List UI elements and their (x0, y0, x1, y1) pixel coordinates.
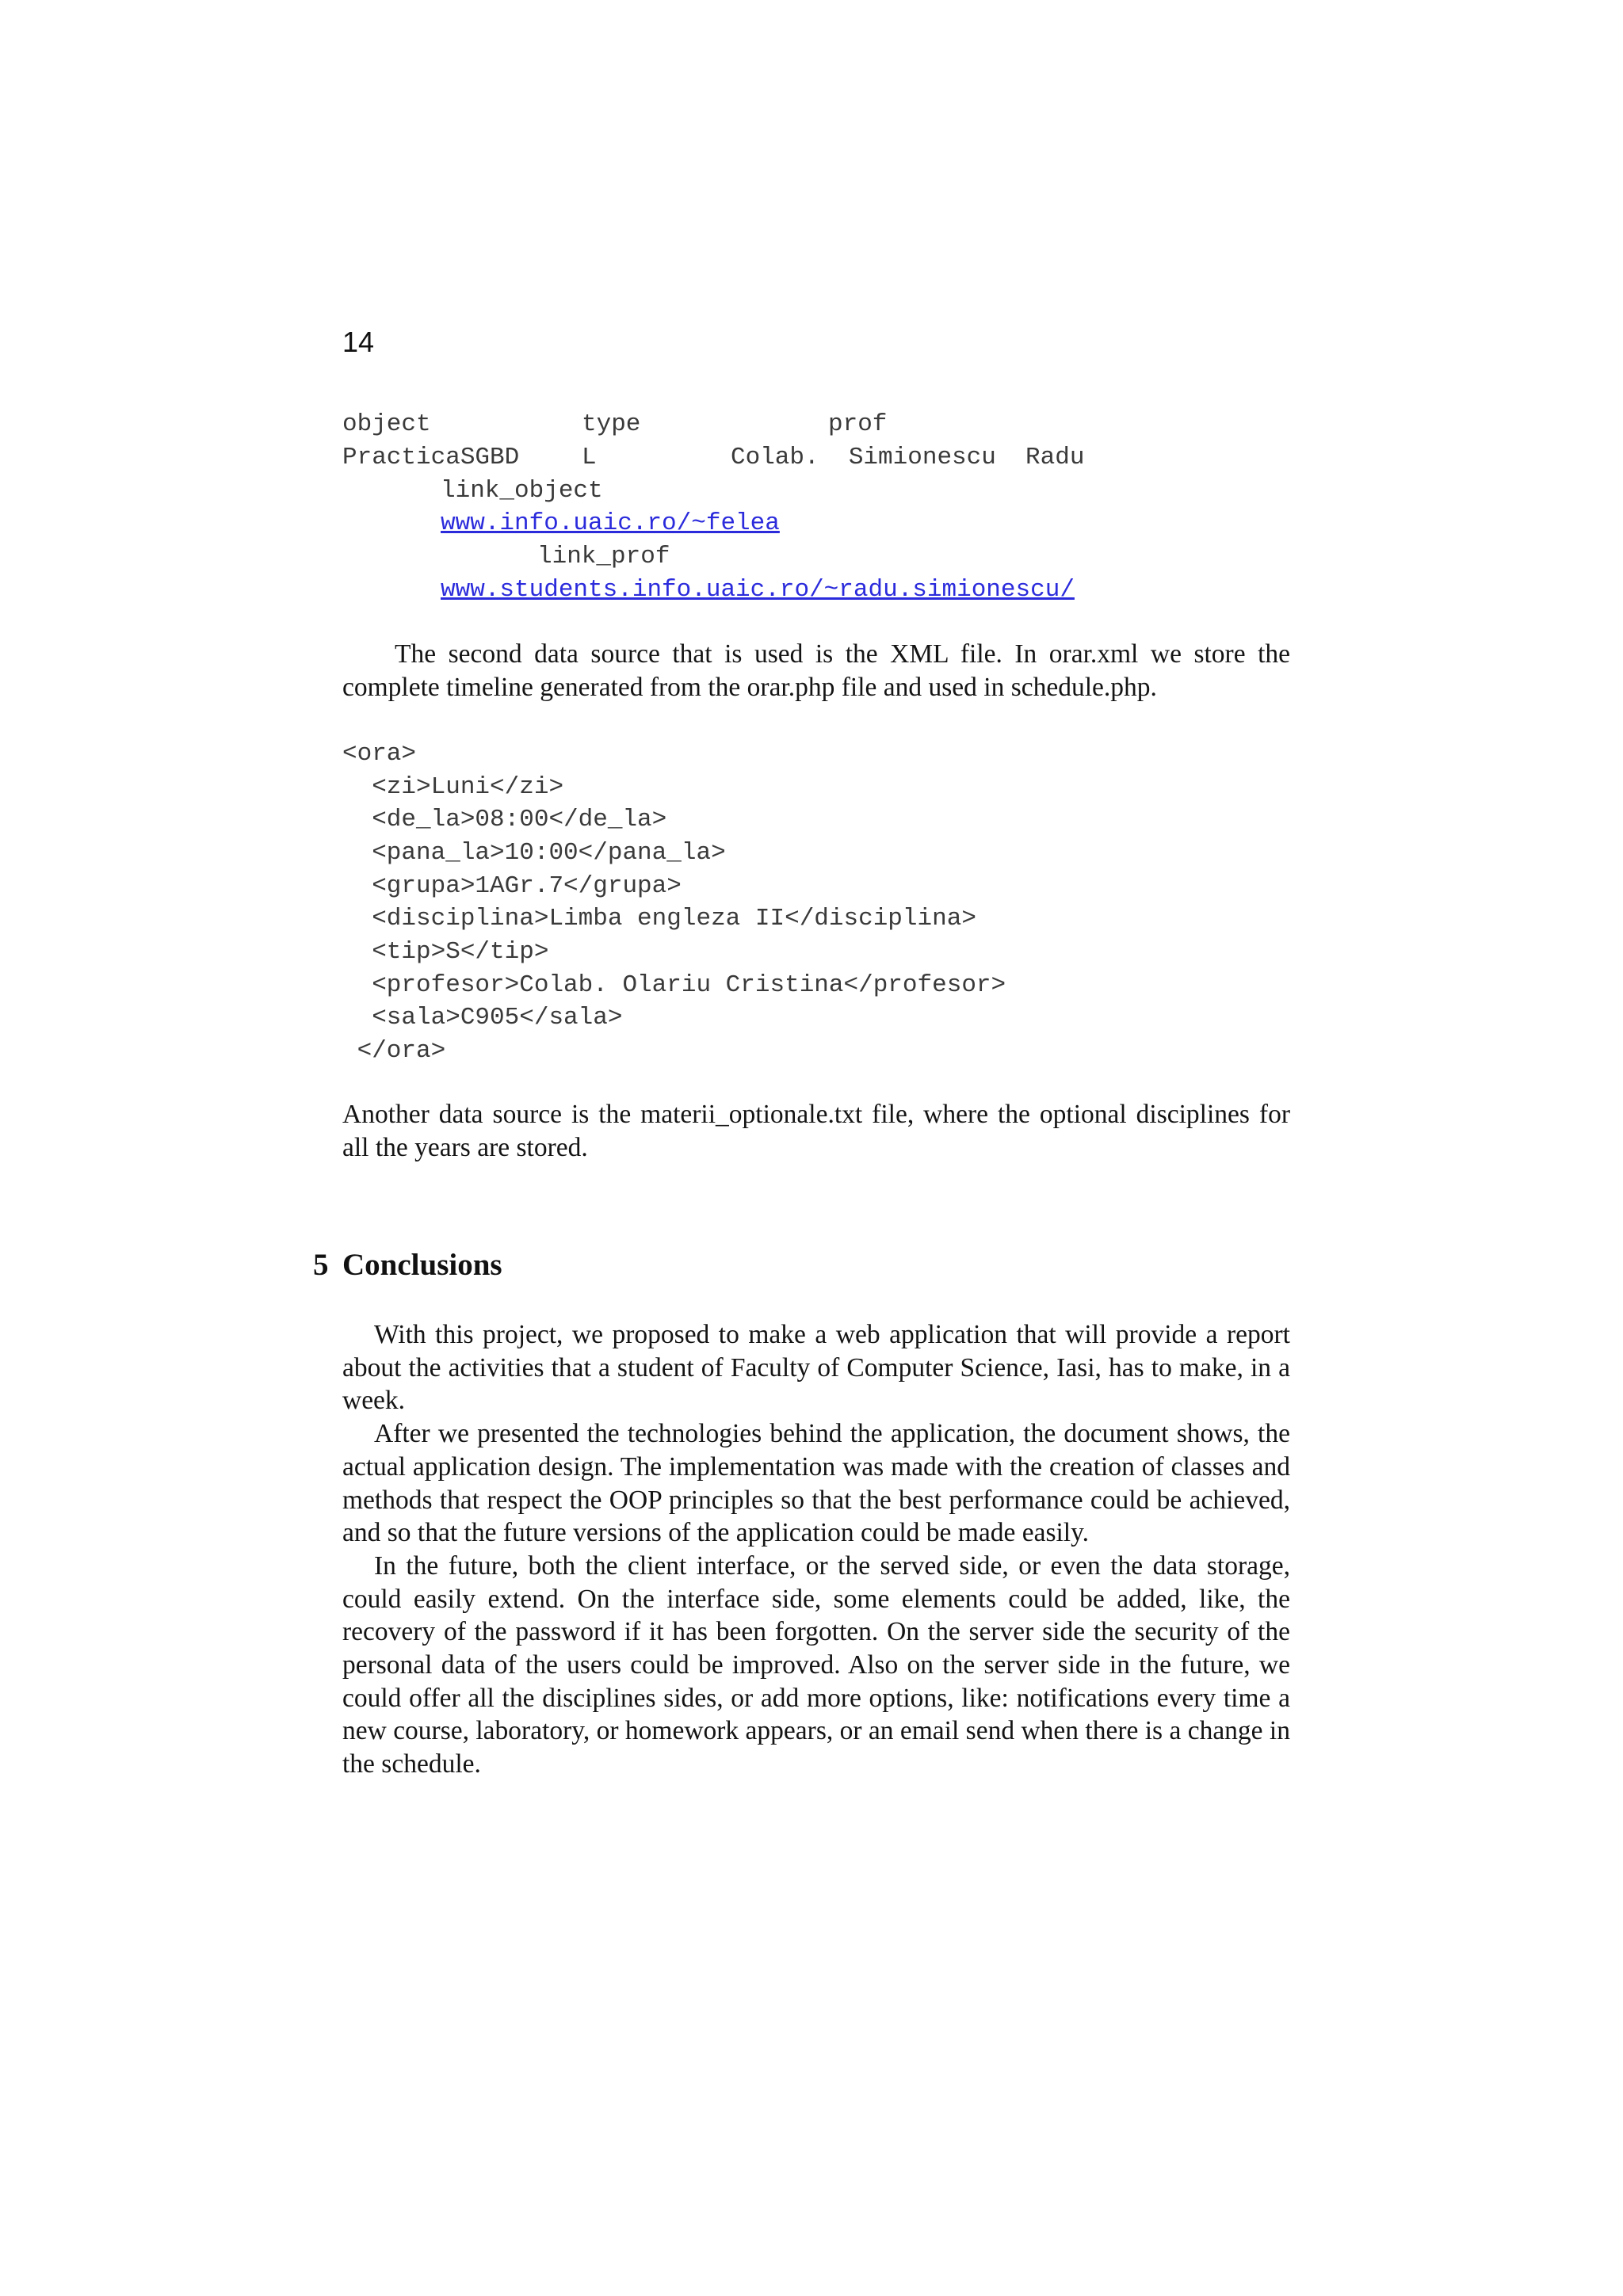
table-cell-type: L (582, 444, 597, 471)
conclusions-paragraph: After we presented the technologies behind the application, the document shows, the actual application design. The implementation was made with the creation of classes and methods that respect the OOP principles so that the best performance could be achieved, and so that the future versions of the application could be made easily. (342, 1419, 1290, 1548)
link-object-url[interactable]: www.info.uaic.ro/~felea (441, 509, 780, 537)
conclusions-body (342, 1318, 1290, 1781)
section-heading (313, 1249, 502, 1280)
xml-line: <zi>Luni</zi> (342, 773, 564, 801)
paragraph-txt-source-text: Another data source is the materii_optionale.txt file, where the optional disciplines for all the years are stored. (342, 1100, 1290, 1162)
conclusions-paragraph: In the future, both the client interface, or the served side, or even the data storage, could easily extend. On the interface side, some elements could be added, like, the recovery of the password if it has been forgotten. On the server side the security of the personal data of the users could be improved. Also on the server side in the future, we could offer all the disciplines sides, or add more options, like: notifications every time a new course, laboratory, or homework appears, or an email send when there is a change in the schedule. (342, 1550, 1290, 1779)
table-cell-object: PracticaSGBD (342, 444, 520, 471)
table-header-object: object (342, 410, 431, 438)
xml-line: <profesor>Colab. Olariu Cristina</profesor> (342, 971, 1006, 999)
section-number: 5 (313, 1248, 329, 1282)
xml-line: <de_la>08:00</de_la> (342, 806, 667, 833)
link-object-label: link_object (441, 477, 603, 505)
link-prof-url[interactable]: www.students.info.uaic.ro/~radu.simionescu/ (441, 576, 1075, 604)
xml-line: <grupa>1AGr.7</grupa> (342, 872, 682, 900)
xml-line: </ora> (342, 1037, 446, 1065)
xml-line: <disciplina>Limba engleza II</disciplina> (342, 905, 976, 933)
table-header-prof: prof (828, 410, 888, 438)
paragraph-xml-source (342, 638, 1290, 704)
xml-line: <pana_la>10:00</pana_la> (342, 839, 726, 867)
link-prof-label: link_prof (537, 543, 670, 570)
xml-line: <tip>S</tip> (342, 938, 549, 966)
conclusions-paragraph: With this project, we proposed to make a web application that will provide a report about the activities that a student of Faculty of Computer Science, Iasi, has to make, in a week. (342, 1320, 1290, 1416)
section-title: Conclusions (342, 1248, 502, 1282)
xml-line: <sala>C905</sala> (342, 1004, 623, 1032)
xml-line: <ora> (342, 740, 417, 768)
paragraph-xml-source-text: The second data source that is used is the XML file. In orar.xml we store the complete timeline generated from the orar.php file and used in schedule.php. (342, 639, 1290, 702)
page-number: 14 (342, 326, 375, 358)
table-header-type: type (582, 410, 641, 438)
table-cell-prof: Colab. Simionescu Radu (731, 444, 1085, 471)
paragraph-txt-source (342, 1098, 1290, 1164)
